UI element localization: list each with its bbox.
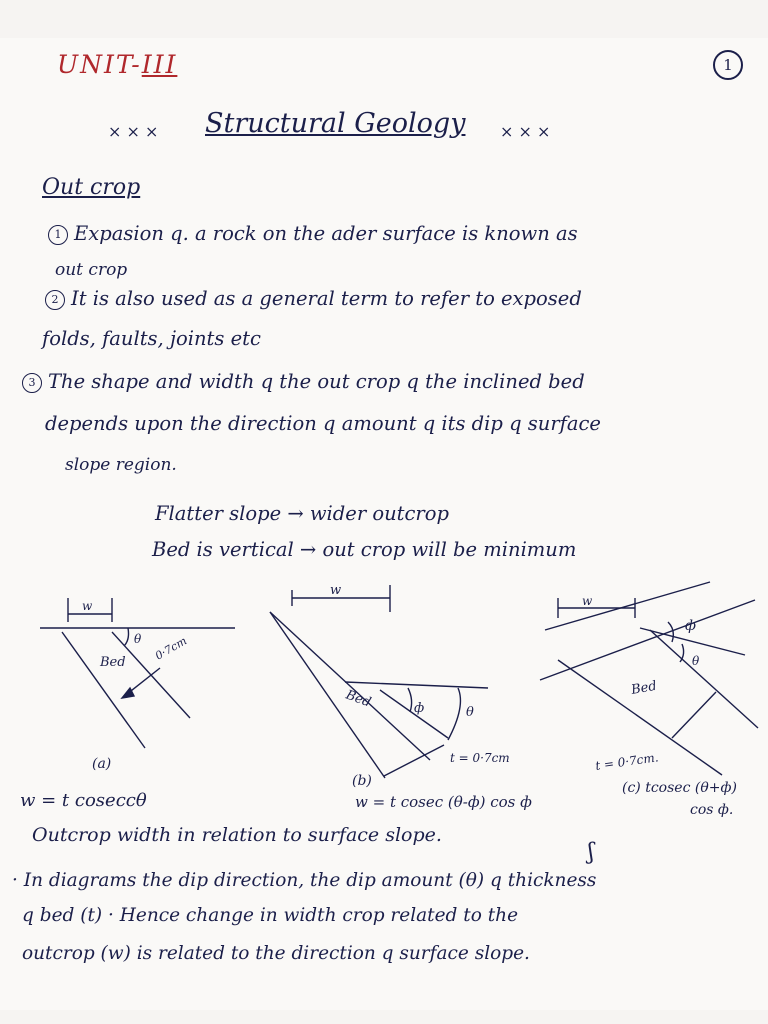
unit-number: III: [141, 50, 178, 79]
diagram-b-phi-label: ф: [414, 701, 425, 716]
diagram-c-thickness-label: t = 0·7cm.: [594, 750, 660, 773]
rule-flatter-slope: Flatter slope → wider outcrop: [155, 502, 449, 525]
point-1-line-1: 1 Expasion q. a rock on the ader surface is known as: [48, 222, 578, 245]
point-2-line-2: folds, faults, joints etc: [42, 327, 261, 350]
section-heading: Out crop: [42, 175, 141, 200]
diagram-c-bed-label: Bed: [630, 678, 658, 698]
diagram-b-w-label: w: [330, 583, 342, 598]
diagram-b-caption: (b): [352, 773, 372, 789]
title-stars-left: × × ×: [108, 122, 159, 141]
diagram-b-theta-label: θ: [466, 705, 474, 720]
diagram-c-phi-label: ф: [685, 618, 696, 634]
diagram-c-thickness-arrow: [672, 692, 716, 738]
diagram-c-caption-line2: cos ф.: [690, 802, 734, 818]
diagram-c-w-label: w: [582, 594, 593, 608]
diagram-b: [270, 585, 488, 778]
diagram-a-caption: (a): [92, 756, 112, 772]
diagram-b-formula: w = t cosec (θ-ф) cos ф: [355, 793, 532, 811]
point-bullet: 1: [48, 225, 68, 245]
title-stars-right: × × ×: [500, 122, 551, 141]
unit-label: UNIT-: [57, 50, 142, 79]
diagram-b-bed-label: Bed: [343, 687, 373, 711]
diagram-a-theta-label: θ: [134, 632, 142, 646]
outcrop-width-heading: Outcrop width in relation to surface slope.: [32, 824, 442, 846]
diagram-b-theta-arc: [448, 688, 460, 740]
point-2-line-1: 2 It is also used as a general term to refer to exposed: [45, 287, 582, 310]
page-title-text: Structural Geology: [205, 108, 466, 139]
diagram-b-thickness-label: t = 0·7cm: [450, 751, 510, 765]
diagram-b-surface-line: [345, 682, 488, 688]
point-bullet: 3: [22, 373, 42, 393]
diagram-a: [40, 598, 235, 748]
point-1-line-2: out crop: [55, 260, 128, 280]
point-3-line-1: 3 The shape and width q the out crop q the inclined bed: [22, 370, 585, 393]
diagram-b-thickness-arrow: [384, 745, 444, 776]
closing-line-2: q bed (t) · Hence change in width crop related to the: [22, 905, 519, 926]
page-number: 1: [713, 50, 743, 80]
diagram-a-bed-label: Bed: [100, 655, 126, 670]
point-3-line-3: slope region.: [65, 455, 177, 475]
diagram-b-bed-top: [270, 612, 430, 760]
diagram-a-w-label: w: [82, 599, 93, 613]
diagram-a-formula: w = t coseccθ: [20, 790, 147, 811]
diagram-c: [540, 582, 758, 775]
diagram-a-thickness-label: 0·7cm: [153, 634, 190, 663]
point-bullet: 2: [45, 290, 65, 310]
point-3-line-2: depends upon the direction q amount q its dip q surface: [45, 412, 601, 435]
diagram-b-phi-arc: [408, 688, 412, 712]
diagram-c-theta-label: θ: [692, 654, 700, 668]
closing-line-1: · In diagrams the dip direction, the dip amount (θ) q thickness: [12, 870, 597, 891]
margin-mark: ʃ: [588, 840, 594, 865]
diagram-c-caption: (c) tcosec (θ+ф): [622, 780, 737, 796]
rule-vertical-bed: Bed is vertical → out crop will be minimum: [152, 538, 577, 561]
diagram-a-angle-arc: [124, 628, 129, 646]
closing-line-3: outcrop (w) is related to the direction q surface slope.: [22, 943, 530, 964]
diagram-c-surface-line: [540, 600, 755, 680]
